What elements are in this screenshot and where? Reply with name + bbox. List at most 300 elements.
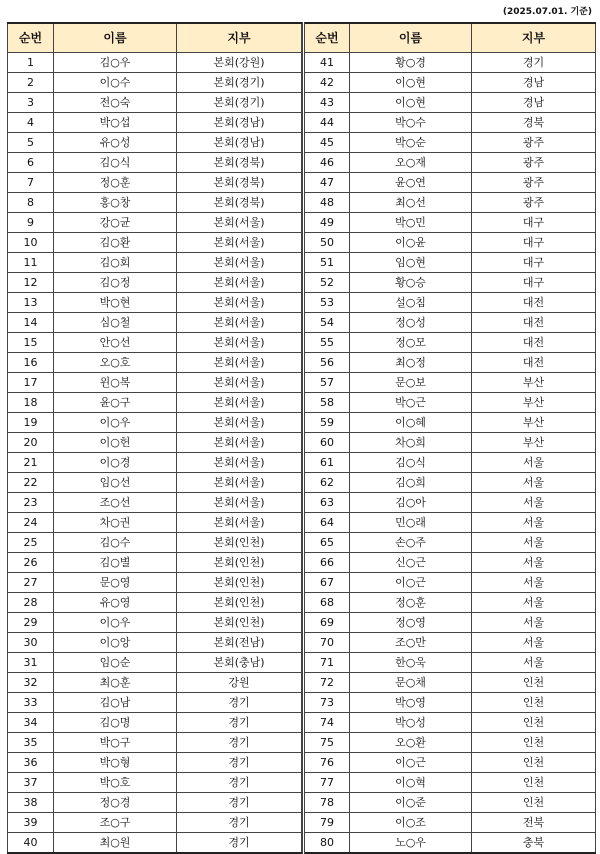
cell-branch: 본회(서울) bbox=[177, 493, 302, 513]
table-row bbox=[8, 773, 302, 793]
cell-name: 김○우 bbox=[54, 53, 177, 73]
cell-number: 77 bbox=[304, 773, 350, 793]
cell-number: 12 bbox=[8, 273, 54, 293]
table-row bbox=[8, 253, 302, 273]
table-row bbox=[304, 233, 596, 253]
table-row bbox=[304, 753, 596, 773]
cell-number: 64 bbox=[304, 513, 350, 533]
cell-name: 조○만 bbox=[350, 633, 472, 653]
cell-branch: 서울 bbox=[472, 593, 596, 613]
cell-name: 임○순 bbox=[54, 653, 177, 673]
cell-number: 58 bbox=[304, 393, 350, 413]
header-branch: 지부 bbox=[177, 23, 302, 53]
table-row bbox=[8, 533, 302, 553]
cell-name: 김○식 bbox=[54, 153, 177, 173]
cell-name: 이○조 bbox=[350, 813, 472, 833]
table-row bbox=[8, 713, 302, 733]
cell-branch: 경북 bbox=[472, 113, 596, 133]
cell-number: 32 bbox=[8, 673, 54, 693]
cell-number: 69 bbox=[304, 613, 350, 633]
cell-number: 67 bbox=[304, 573, 350, 593]
member-rows-right bbox=[304, 53, 596, 854]
table-row bbox=[304, 413, 596, 433]
cell-number: 5 bbox=[8, 133, 54, 153]
cell-name: 황○승 bbox=[350, 273, 472, 293]
cell-branch: 경기 bbox=[177, 793, 302, 813]
table-row bbox=[8, 513, 302, 533]
cell-name: 정○성 bbox=[350, 313, 472, 333]
cell-number: 42 bbox=[304, 73, 350, 93]
table-row bbox=[304, 433, 596, 453]
cell-number: 15 bbox=[8, 333, 54, 353]
table-row bbox=[304, 313, 596, 333]
cell-name: 이○우 bbox=[54, 613, 177, 633]
table-row bbox=[304, 73, 596, 93]
table-row bbox=[8, 633, 302, 653]
cell-name: 윤○구 bbox=[54, 393, 177, 413]
member-rows-left bbox=[8, 53, 302, 854]
cell-branch: 서울 bbox=[472, 553, 596, 573]
cell-branch: 본회(경북) bbox=[177, 173, 302, 193]
cell-number: 7 bbox=[8, 173, 54, 193]
cell-name: 문○보 bbox=[350, 373, 472, 393]
table-row bbox=[8, 93, 302, 113]
cell-branch: 전북 bbox=[472, 813, 596, 833]
cell-branch: 본회(서울) bbox=[177, 393, 302, 413]
cell-number: 73 bbox=[304, 693, 350, 713]
cell-number: 34 bbox=[8, 713, 54, 733]
cell-number: 44 bbox=[304, 113, 350, 133]
table-row bbox=[304, 773, 596, 793]
cell-name: 이○현 bbox=[350, 93, 472, 113]
cell-name: 유○영 bbox=[54, 593, 177, 613]
cell-branch: 대전 bbox=[472, 313, 596, 333]
cell-name: 정○경 bbox=[54, 793, 177, 813]
table-row bbox=[8, 693, 302, 713]
table-row bbox=[304, 373, 596, 393]
cell-number: 3 bbox=[8, 93, 54, 113]
table-row bbox=[304, 93, 596, 113]
cell-number: 39 bbox=[8, 813, 54, 833]
cell-name: 김○수 bbox=[54, 533, 177, 553]
cell-number: 30 bbox=[8, 633, 54, 653]
table-row bbox=[8, 233, 302, 253]
cell-number: 27 bbox=[8, 573, 54, 593]
table-row bbox=[8, 753, 302, 773]
cell-number: 25 bbox=[8, 533, 54, 553]
cell-name: 이○앙 bbox=[54, 633, 177, 653]
cell-branch: 서울 bbox=[472, 533, 596, 553]
cell-branch: 서울 bbox=[472, 633, 596, 653]
cell-number: 24 bbox=[8, 513, 54, 533]
table-row bbox=[8, 413, 302, 433]
cell-number: 9 bbox=[8, 213, 54, 233]
table-row bbox=[304, 393, 596, 413]
cell-name: 정○훈 bbox=[54, 173, 177, 193]
cell-branch: 본회(강원) bbox=[177, 53, 302, 73]
cell-number: 62 bbox=[304, 473, 350, 493]
cell-name: 윤○연 bbox=[350, 173, 472, 193]
cell-name: 박○호 bbox=[54, 773, 177, 793]
header-row bbox=[304, 23, 596, 53]
cell-branch: 서울 bbox=[472, 613, 596, 633]
cell-number: 38 bbox=[8, 793, 54, 813]
cell-name: 황○경 bbox=[350, 53, 472, 73]
cell-branch: 부산 bbox=[472, 413, 596, 433]
cell-branch: 대구 bbox=[472, 253, 596, 273]
cell-number: 23 bbox=[8, 493, 54, 513]
cell-number: 49 bbox=[304, 213, 350, 233]
cell-number: 37 bbox=[8, 773, 54, 793]
header-number: 순번 bbox=[8, 23, 54, 53]
cell-name: 문○채 bbox=[350, 673, 472, 693]
table-row bbox=[304, 513, 596, 533]
cell-number: 45 bbox=[304, 133, 350, 153]
table-row bbox=[304, 833, 596, 854]
cell-number: 68 bbox=[304, 593, 350, 613]
cell-branch: 광주 bbox=[472, 153, 596, 173]
cell-number: 79 bbox=[304, 813, 350, 833]
cell-name: 이○경 bbox=[54, 453, 177, 473]
cell-name: 최○훈 bbox=[54, 673, 177, 693]
cell-name: 박○순 bbox=[350, 133, 472, 153]
cell-branch: 본회(서울) bbox=[177, 473, 302, 493]
cell-branch: 대전 bbox=[472, 333, 596, 353]
cell-name: 신○근 bbox=[350, 553, 472, 573]
cell-branch: 경기 bbox=[177, 813, 302, 833]
cell-branch: 경기 bbox=[177, 693, 302, 713]
cell-name: 오○환 bbox=[350, 733, 472, 753]
cell-branch: 본회(서울) bbox=[177, 413, 302, 433]
cell-branch: 본회(경북) bbox=[177, 193, 302, 213]
cell-number: 16 bbox=[8, 353, 54, 373]
table-row bbox=[304, 453, 596, 473]
cell-branch: 대구 bbox=[472, 213, 596, 233]
cell-name: 문○영 bbox=[54, 573, 177, 593]
cell-name: 이○혁 bbox=[350, 773, 472, 793]
cell-number: 10 bbox=[8, 233, 54, 253]
cell-number: 46 bbox=[304, 153, 350, 173]
table-row bbox=[304, 693, 596, 713]
cell-branch: 광주 bbox=[472, 173, 596, 193]
cell-number: 70 bbox=[304, 633, 350, 653]
cell-name: 조○구 bbox=[54, 813, 177, 833]
cell-name: 김○정 bbox=[54, 273, 177, 293]
cell-branch: 대구 bbox=[472, 233, 596, 253]
cell-branch: 인천 bbox=[472, 733, 596, 753]
cell-number: 26 bbox=[8, 553, 54, 573]
cell-name: 이○현 bbox=[350, 73, 472, 93]
cell-name: 노○우 bbox=[350, 833, 472, 854]
table-row bbox=[304, 113, 596, 133]
table-row bbox=[304, 153, 596, 173]
cell-name: 김○아 bbox=[350, 493, 472, 513]
cell-number: 20 bbox=[8, 433, 54, 453]
table-row bbox=[8, 353, 302, 373]
cell-number: 13 bbox=[8, 293, 54, 313]
table-row bbox=[304, 793, 596, 813]
cell-name: 박○민 bbox=[350, 213, 472, 233]
cell-branch: 인천 bbox=[472, 673, 596, 693]
table-row bbox=[304, 253, 596, 273]
cell-branch: 본회(서울) bbox=[177, 313, 302, 333]
table-row bbox=[8, 173, 302, 193]
cell-number: 28 bbox=[8, 593, 54, 613]
cell-number: 59 bbox=[304, 413, 350, 433]
cell-name: 박○섭 bbox=[54, 113, 177, 133]
cell-name: 정○훈 bbox=[350, 593, 472, 613]
cell-branch: 경남 bbox=[472, 93, 596, 113]
cell-name: 홍○창 bbox=[54, 193, 177, 213]
cell-name: 이○윤 bbox=[350, 233, 472, 253]
table-row bbox=[8, 273, 302, 293]
cell-name: 이○우 bbox=[54, 413, 177, 433]
cell-number: 51 bbox=[304, 253, 350, 273]
cell-name: 한○욱 bbox=[350, 653, 472, 673]
cell-branch: 대전 bbox=[472, 353, 596, 373]
cell-branch: 본회(서울) bbox=[177, 253, 302, 273]
cell-name: 민○래 bbox=[350, 513, 472, 533]
cell-branch: 강원 bbox=[177, 673, 302, 693]
cell-number: 50 bbox=[304, 233, 350, 253]
cell-name: 강○균 bbox=[54, 213, 177, 233]
cell-name: 임○선 bbox=[54, 473, 177, 493]
cell-name: 최○원 bbox=[54, 833, 177, 854]
cell-branch: 인천 bbox=[472, 713, 596, 733]
cell-name: 심○철 bbox=[54, 313, 177, 333]
cell-name: 김○별 bbox=[54, 553, 177, 573]
cell-number: 55 bbox=[304, 333, 350, 353]
cell-number: 21 bbox=[8, 453, 54, 473]
table-row bbox=[8, 573, 302, 593]
cell-name: 김○명 bbox=[54, 713, 177, 733]
cell-branch: 인천 bbox=[472, 793, 596, 813]
cell-branch: 광주 bbox=[472, 193, 596, 213]
cell-branch: 본회(경북) bbox=[177, 153, 302, 173]
cell-name: 박○근 bbox=[350, 393, 472, 413]
cell-name: 이○준 bbox=[350, 793, 472, 813]
table-row bbox=[8, 833, 302, 854]
cell-name: 이○근 bbox=[350, 573, 472, 593]
cell-branch: 서울 bbox=[472, 573, 596, 593]
cell-number: 22 bbox=[8, 473, 54, 493]
cell-branch: 경기 bbox=[177, 773, 302, 793]
table-row bbox=[8, 213, 302, 233]
cell-name: 최○정 bbox=[350, 353, 472, 373]
table-row bbox=[8, 453, 302, 473]
cell-name: 박○현 bbox=[54, 293, 177, 313]
cell-number: 66 bbox=[304, 553, 350, 573]
table-row bbox=[304, 553, 596, 573]
cell-branch: 본회(서울) bbox=[177, 513, 302, 533]
cell-branch: 본회(경기) bbox=[177, 93, 302, 113]
cell-name: 박○수 bbox=[350, 113, 472, 133]
cell-number: 17 bbox=[8, 373, 54, 393]
cell-number: 36 bbox=[8, 753, 54, 773]
cell-branch: 부산 bbox=[472, 433, 596, 453]
cell-number: 40 bbox=[8, 833, 54, 854]
cell-branch: 본회(인천) bbox=[177, 553, 302, 573]
cell-name: 정○영 bbox=[350, 613, 472, 633]
cell-branch: 인천 bbox=[472, 693, 596, 713]
cell-branch: 본회(인천) bbox=[177, 533, 302, 553]
cell-branch: 본회(경남) bbox=[177, 113, 302, 133]
cell-branch: 서울 bbox=[472, 513, 596, 533]
cell-branch: 광주 bbox=[472, 133, 596, 153]
reference-date-note: (2025.07.01. 기준) bbox=[502, 7, 592, 17]
cell-number: 29 bbox=[8, 613, 54, 633]
cell-name: 임○현 bbox=[350, 253, 472, 273]
table-row bbox=[8, 153, 302, 173]
table-row bbox=[304, 53, 596, 73]
cell-name: 손○주 bbox=[350, 533, 472, 553]
header-name: 이름 bbox=[350, 23, 472, 53]
cell-number: 47 bbox=[304, 173, 350, 193]
cell-name: 김○남 bbox=[54, 693, 177, 713]
cell-number: 57 bbox=[304, 373, 350, 393]
table-row bbox=[8, 133, 302, 153]
cell-branch: 본회(서울) bbox=[177, 373, 302, 393]
cell-number: 14 bbox=[8, 313, 54, 333]
table-row bbox=[8, 53, 302, 73]
table-row bbox=[8, 553, 302, 573]
table-row bbox=[8, 673, 302, 693]
table-row bbox=[8, 793, 302, 813]
cell-branch: 본회(서울) bbox=[177, 273, 302, 293]
member-list bbox=[7, 22, 593, 854]
cell-number: 53 bbox=[304, 293, 350, 313]
cell-number: 43 bbox=[304, 93, 350, 113]
table-row bbox=[304, 193, 596, 213]
cell-name: 김○환 bbox=[54, 233, 177, 253]
table-row bbox=[304, 713, 596, 733]
cell-number: 19 bbox=[8, 413, 54, 433]
table-row bbox=[8, 433, 302, 453]
cell-branch: 인천 bbox=[472, 773, 596, 793]
table-row bbox=[304, 293, 596, 313]
table-row bbox=[304, 333, 596, 353]
cell-number: 76 bbox=[304, 753, 350, 773]
table-row bbox=[304, 173, 596, 193]
cell-branch: 본회(인천) bbox=[177, 573, 302, 593]
cell-name: 유○성 bbox=[54, 133, 177, 153]
member-table-left bbox=[7, 22, 302, 854]
cell-name: 이○헌 bbox=[54, 433, 177, 453]
cell-name: 정○모 bbox=[350, 333, 472, 353]
table-row bbox=[8, 813, 302, 833]
cell-name: 차○희 bbox=[350, 433, 472, 453]
cell-number: 72 bbox=[304, 673, 350, 693]
cell-branch: 대구 bbox=[472, 273, 596, 293]
table-row bbox=[304, 473, 596, 493]
table-row bbox=[8, 73, 302, 93]
cell-number: 78 bbox=[304, 793, 350, 813]
cell-number: 52 bbox=[304, 273, 350, 293]
table-row bbox=[304, 573, 596, 593]
table-row bbox=[304, 353, 596, 373]
table-row bbox=[8, 473, 302, 493]
cell-number: 33 bbox=[8, 693, 54, 713]
table-row bbox=[304, 593, 596, 613]
table-row bbox=[8, 193, 302, 213]
header-row bbox=[8, 23, 302, 53]
cell-name: 안○선 bbox=[54, 333, 177, 353]
cell-number: 80 bbox=[304, 833, 350, 854]
cell-name: 박○형 bbox=[54, 753, 177, 773]
cell-branch: 본회(전남) bbox=[177, 633, 302, 653]
cell-branch: 본회(경기) bbox=[177, 73, 302, 93]
header-name: 이름 bbox=[54, 23, 177, 53]
table-row bbox=[304, 633, 596, 653]
table-row bbox=[304, 273, 596, 293]
cell-name: 김○식 bbox=[350, 453, 472, 473]
table-row bbox=[304, 653, 596, 673]
table-row bbox=[8, 333, 302, 353]
cell-number: 75 bbox=[304, 733, 350, 753]
cell-name: 오○호 bbox=[54, 353, 177, 373]
cell-number: 31 bbox=[8, 653, 54, 673]
table-row bbox=[8, 313, 302, 333]
cell-branch: 경기 bbox=[177, 733, 302, 753]
cell-branch: 본회(서울) bbox=[177, 353, 302, 373]
cell-number: 6 bbox=[8, 153, 54, 173]
cell-number: 2 bbox=[8, 73, 54, 93]
table-row bbox=[8, 373, 302, 393]
cell-number: 60 bbox=[304, 433, 350, 453]
table-row bbox=[304, 733, 596, 753]
cell-name: 이○수 bbox=[54, 73, 177, 93]
table-row bbox=[8, 393, 302, 413]
cell-branch: 서울 bbox=[472, 493, 596, 513]
cell-name: 박○성 bbox=[350, 713, 472, 733]
cell-branch: 경남 bbox=[472, 73, 596, 93]
cell-number: 8 bbox=[8, 193, 54, 213]
table-row bbox=[8, 493, 302, 513]
table-row bbox=[304, 493, 596, 513]
cell-branch: 경기 bbox=[472, 53, 596, 73]
cell-branch: 서울 bbox=[472, 453, 596, 473]
member-table-right bbox=[302, 22, 596, 854]
cell-name: 전○숙 bbox=[54, 93, 177, 113]
cell-name: 김○회 bbox=[54, 253, 177, 273]
cell-branch: 본회(서울) bbox=[177, 293, 302, 313]
cell-name: 이○혜 bbox=[350, 413, 472, 433]
cell-name: 박○구 bbox=[54, 733, 177, 753]
cell-branch: 부산 bbox=[472, 373, 596, 393]
cell-number: 71 bbox=[304, 653, 350, 673]
cell-branch: 충북 bbox=[472, 833, 596, 854]
cell-name: 최○선 bbox=[350, 193, 472, 213]
cell-name: 이○근 bbox=[350, 753, 472, 773]
cell-number: 1 bbox=[8, 53, 54, 73]
cell-name: 조○선 bbox=[54, 493, 177, 513]
cell-branch: 서울 bbox=[472, 473, 596, 493]
cell-name: 윈○복 bbox=[54, 373, 177, 393]
cell-number: 54 bbox=[304, 313, 350, 333]
cell-branch: 경기 bbox=[177, 833, 302, 854]
cell-branch: 본회(서울) bbox=[177, 233, 302, 253]
cell-branch: 본회(서울) bbox=[177, 213, 302, 233]
cell-number: 63 bbox=[304, 493, 350, 513]
cell-branch: 본회(경남) bbox=[177, 133, 302, 153]
cell-number: 74 bbox=[304, 713, 350, 733]
table-row bbox=[304, 613, 596, 633]
cell-name: 오○재 bbox=[350, 153, 472, 173]
cell-branch: 서울 bbox=[472, 653, 596, 673]
table-row bbox=[304, 813, 596, 833]
table-row bbox=[8, 613, 302, 633]
cell-branch: 본회(인천) bbox=[177, 613, 302, 633]
